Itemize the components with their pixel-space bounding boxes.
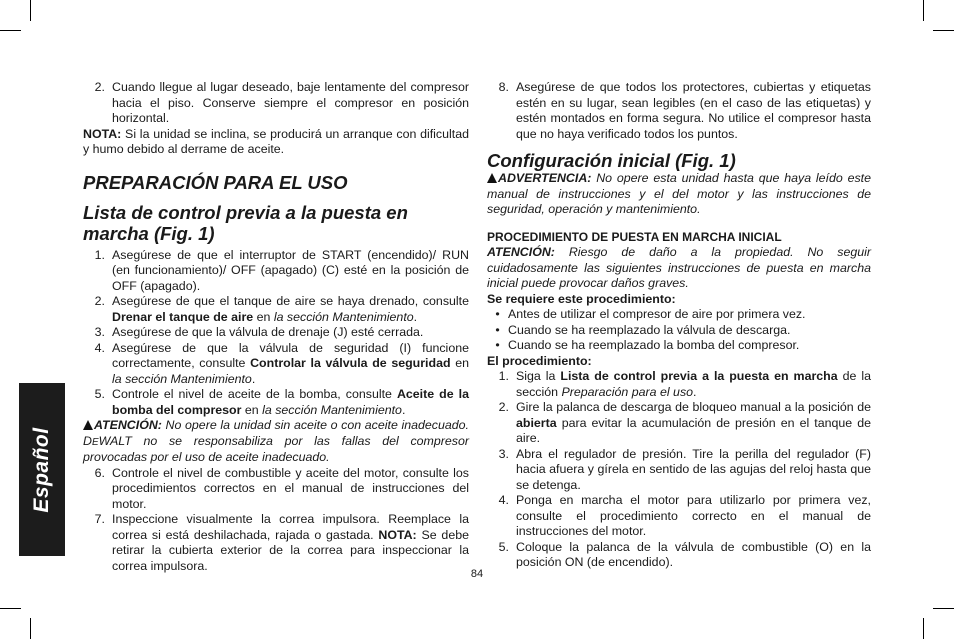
warning-notice: ADVERTENCIA: No opere esta unidad hasta que haya leído este manual de instrucciones y el del motor y las instrucciones de seguridad, operación y mantenimiento.	[487, 171, 871, 216]
crop-mark	[923, 618, 924, 639]
list-item: 5. Coloque la palanca de la válvula de combustible (O) en la posición ON (de encendido).	[498, 539, 871, 569]
crop-mark	[933, 30, 954, 31]
list-item: 1. Siga la Lista de control previa a la puesta en marcha de la sección Preparación para el uso.	[498, 369, 871, 399]
subsection-heading: Lista de control previa a la puesta en marcha (Fig. 1)	[83, 201, 408, 244]
crop-mark	[933, 608, 954, 609]
language-tab	[19, 383, 65, 556]
crop-mark	[0, 608, 21, 609]
list-item: 1. Asegúrese de que el interruptor de START (encendido)/ RUN (en funcionamiento)/ OFF (apagado) (C) esté en la posición de OFF (apagado).	[94, 247, 469, 293]
crop-mark	[0, 30, 21, 31]
list-item: 8. Asegúrese de que todos los protectores, cubiertas y etiquetas estén en su lugar, sean legibles (en el caso de las etiquetas) y estén montados en forma segura. No utilice el compresor hasta que no haya verificado todos los puntos.	[498, 80, 871, 141]
list-item: 7. Inspeccione visualmente la correa impulsora. Reemplace la correa si está deshilachada, rajada o gastada. NOTA: Se debe retirar la cubierta exterior de la correa para inspeccionar la correa impulsora.	[94, 512, 469, 573]
list-item: 2. Cuando llegue al lugar deseado, baje lentamente del compresor hacia el piso. Conserve siempre el compresor en posición horizontal.	[94, 80, 469, 125]
bullet-item: • Antes de utilizar el compresor de aire por primera vez.	[495, 307, 806, 321]
crop-mark	[30, 0, 31, 21]
list-item: 2. Gire la palanca de descarga de bloqueo manual a la posición de abierta para evitar la acumulación de presión en el tanque de aire.	[498, 400, 871, 445]
warning-triangle-icon	[83, 420, 93, 430]
list-item: 3. Asegúrese de que la válvula de drenaje (J) esté cerrada.	[94, 325, 424, 339]
right-column	[487, 80, 871, 571]
left-column	[83, 80, 469, 574]
section-heading: Configuración inicial (Fig. 1)	[487, 150, 736, 171]
procedure-heading: PROCEDIMIENTO DE PUESTA EN MARCHA INICIAL	[487, 229, 782, 244]
list-item: 4. Ponga en marcha el motor para utilizarlo por primera vez, consulte el procedimiento correcto en el manual de instrucciones del motor.	[498, 493, 871, 538]
caution-notice: ATENCIÓN: No opere la unidad sin aceite o con aceite inadecuado. DEWALT no se responsabiliza por las fallas del compresor provocadas por el uso de aceite inadecuado.	[83, 418, 469, 464]
list-item: 4. Asegúrese de que la válvula de seguridad (I) funcione correctamente, consulte Controlar la válvula de seguridad en la sección Mantenimiento.	[94, 340, 469, 386]
note: NOTA: Si la unidad se inclina, se producirá un arranque con dificultad y humo debido al derrame de aceite.	[83, 126, 469, 156]
bullet-item: • Cuando se ha reemplazado la bomba del compresor.	[495, 338, 800, 352]
list-item: 6. Controle el nivel de combustible y aceite del motor, consulte los procedimientos correctos en el manual de instrucciones del motor.	[94, 465, 469, 511]
warning-triangle-icon	[487, 173, 497, 183]
list-item: 2. Asegúrese de que el tanque de aire se haya drenado, consulte Drenar el tanque de aire en la sección Mantenimiento.	[94, 294, 469, 324]
crop-mark	[30, 618, 31, 639]
caution-notice: ATENCIÓN: Riesgo de daño a la propiedad. No seguir cuidadosamente las siguientes instrucciones de puesta en marcha inicial puede provocar daños graves.	[487, 245, 871, 290]
list-item: 5. Controle el nivel de aceite de la bomba, consulte Aceite de la bomba del compresor en la sección Mantenimiento.	[94, 387, 469, 417]
list-item: 3. Abra el regulador de presión. Tire la perilla del regulador (F) hacia afuera y gírela en sentido de las agujas del reloj hasta que se detenga.	[498, 446, 871, 492]
page-number: 84	[470, 568, 484, 580]
procedure-label: El procedimiento:	[487, 353, 592, 368]
section-heading: PREPARACIÓN PARA EL USO	[83, 171, 348, 193]
requirement-label: Se requiere este procedimiento:	[487, 291, 676, 306]
crop-mark	[923, 0, 924, 21]
language-tab-label: Español	[30, 426, 53, 513]
bullet-item: • Cuando se ha reemplazado la válvula de descarga.	[495, 322, 791, 337]
